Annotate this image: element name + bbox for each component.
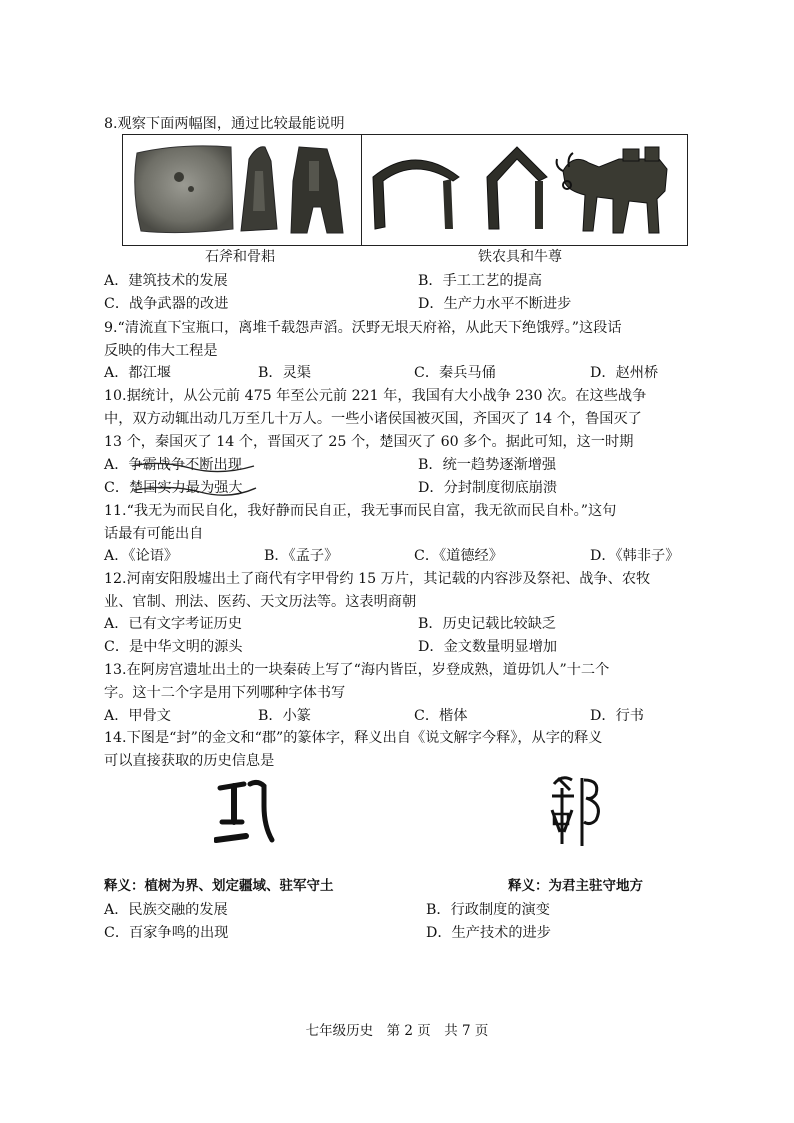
q10-option-b: B．统一趋势逐渐增强 [418, 457, 557, 473]
q9-option-c: C．秦兵马俑 [414, 365, 496, 381]
q11-option-a: A．《论语》 [104, 548, 179, 564]
figure-divider [361, 135, 362, 245]
q11-option-b: B．《孟子》 [264, 548, 339, 564]
q11-stem-line1: 11.“我无为而民自化，我好静而民自正，我无事而民自富，我无欲而民自朴。”这句 [104, 503, 617, 519]
q14-option-c: C．百家争鸣的出现 [104, 925, 229, 941]
q8-caption-right: 铁农具和牛尊 [478, 249, 562, 265]
q10-option-c: C．楚国实力最为强大 [104, 480, 243, 496]
q14-stem-line1: 14.下图是“封”的金文和“郡”的篆体字，释义出自《说文解字今释》，从字的释义 [104, 730, 603, 746]
q12-option-b: B．历史记载比较缺乏 [418, 616, 557, 632]
q13-stem-line2: 字。这十二个字是用下列哪种字体书写 [104, 685, 346, 701]
q8-option-c: C．战争武器的改进 [104, 296, 229, 312]
q12-option-c: C．是中华文明的源头 [104, 639, 243, 655]
q8-option-d: D．生产力水平不断进步 [418, 296, 572, 312]
q13-stem-line1: 13.在阿房宫遗址出土的一块秦砖上写了“海内皆臣，岁登成熟，道毋饥人”十二个 [104, 662, 610, 678]
q9-stem-line1: 9.“清流直下宝瓶口，离堆千载怨声滔。沃野无垠天府裕，从此天下绝饿殍。”这段话 [104, 320, 622, 336]
q9-option-b: B．灵渠 [258, 365, 311, 381]
q14-left-gloss: 释义：植树为界、划定疆域、驻军守土 [104, 878, 334, 894]
q13-option-d: D．行书 [590, 708, 644, 724]
iron-tools-ox-zun-image [367, 141, 683, 241]
q13-option-a: A．甲骨文 [104, 708, 171, 724]
pen-scribble-marks [130, 456, 260, 502]
q8-option-a: A．建筑技术的发展 [104, 273, 228, 289]
q9-option-a: A．都江堰 [104, 365, 171, 381]
q14-option-a: A．民族交融的发展 [104, 902, 228, 918]
stone-axe-mark [174, 172, 184, 182]
stone-axe-shape [135, 146, 233, 233]
q14-stem-line2: 可以直接获取的历史信息是 [104, 753, 275, 769]
q10-stem-line2: 中，双方动辄出动几万至几十万人。一些小诸侯国被灭国，齐国灭了 14 个，鲁国灭了 [104, 411, 642, 427]
jun-seal-script-character [548, 770, 608, 850]
stone-axe-bone-spade-image [131, 141, 357, 241]
q14-right-gloss: 释义：为君主驻守地方 [508, 878, 643, 894]
q13-option-c: C．楷体 [414, 708, 468, 724]
q14-option-b: B．行政制度的演变 [426, 902, 550, 918]
q12-option-d: D．金文数量明显增加 [418, 639, 558, 655]
feng-bronze-script-character [214, 778, 278, 848]
q8-stem: 8.观察下面两幅图，通过比较最能说明 [104, 116, 345, 132]
q9-stem-line2: 反映的伟大工程是 [104, 343, 218, 359]
q10-stem-line3: 13 个，秦国灭了 14 个，晋国灭了 25 个，楚国灭了 60 多个。据此可知，这一时期 [104, 434, 634, 450]
q8-figure-frame [122, 134, 688, 246]
q13-option-b: B．小篆 [258, 708, 311, 724]
q14-option-d: D．生产技术的进步 [426, 925, 551, 941]
q12-stem-line1: 12.河南安阳殷墟出土了商代有字甲骨约 15 万片，其记载的内容涉及祭祀、战争、农牧 [104, 571, 651, 587]
q10-stem-line1: 10.据统计，从公元前 475 年至公元前 221 年，我国有大小战争 230 次。在这些战争 [104, 388, 647, 404]
q11-option-c: C．《道德经》 [414, 548, 503, 564]
q8-option-b: B．手工工艺的提高 [418, 273, 542, 289]
page-footer: 七年级历史 第 2 页 共 7 页 [305, 1023, 489, 1039]
q11-stem-line2: 话最有可能出自 [104, 526, 204, 542]
q11-option-d: D．《韩非子》 [590, 548, 680, 564]
q8-caption-left: 石斧和骨耜 [205, 249, 275, 265]
q10-option-a: A．争霸战争不断出现 [104, 457, 242, 473]
q12-option-a: A．已有文字考证历史 [104, 616, 242, 632]
q10-option-d: D．分封制度彻底崩溃 [418, 480, 558, 496]
q9-option-d: D．赵州桥 [590, 365, 659, 381]
ox-zun-shape [563, 159, 667, 233]
q12-stem-line2: 业、官制、刑法、医药、天文历法等。这表明商朝 [104, 594, 417, 610]
